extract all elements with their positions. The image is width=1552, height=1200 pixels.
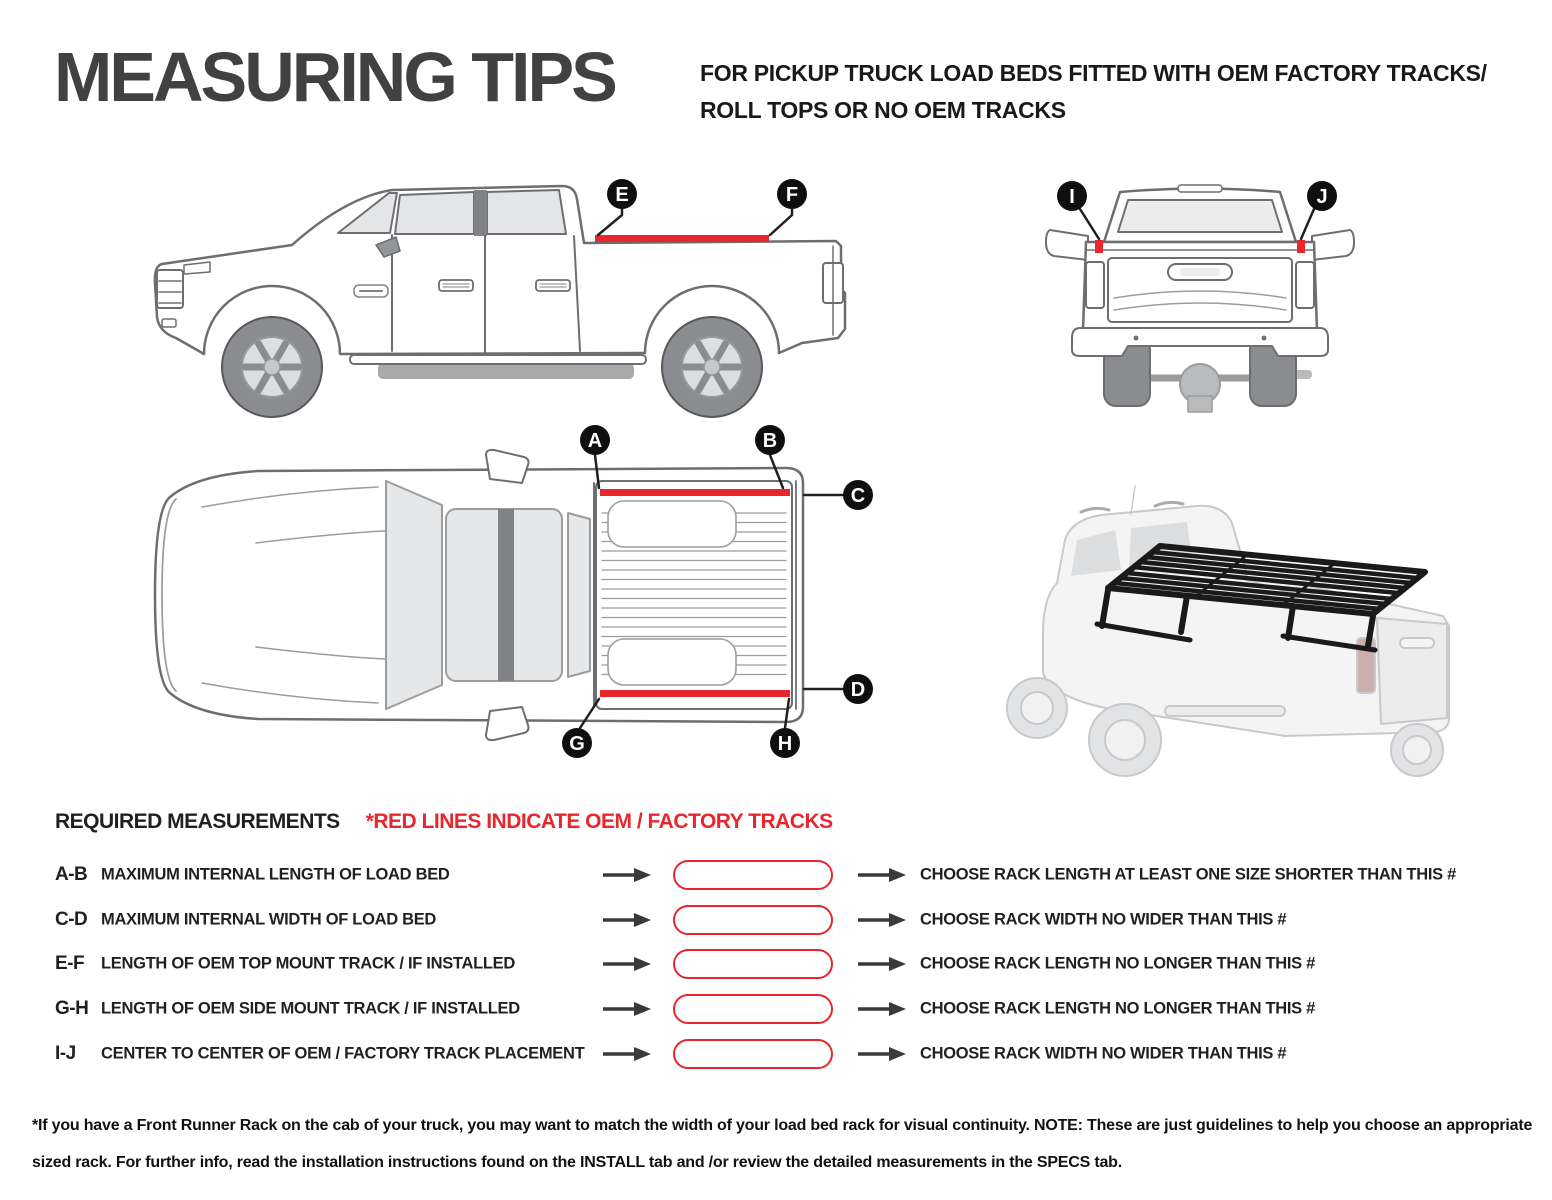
front-window: [395, 192, 474, 234]
windshield-top: [386, 481, 442, 709]
arrow-right-icon: [603, 868, 651, 882]
right-tail-light: [1296, 262, 1314, 308]
measurement-description: LENGTH OF OEM SIDE MOUNT TRACK / IF INSTALLED: [101, 999, 520, 1018]
marker-i: [1057, 181, 1087, 211]
red-lines-note: *RED LINES INDICATE OEM / FACTORY TRACKS: [365, 810, 833, 833]
oem-track-line-ab: [600, 489, 790, 496]
brake-light: [1178, 185, 1222, 192]
truck-rear-view-diagram: [1040, 170, 1360, 422]
measurement-instruction: CHOOSE RACK LENGTH NO LONGER THAN THIS #: [920, 999, 1316, 1018]
marker-c: [843, 480, 873, 510]
measurement-row-ij: [55, 1031, 1525, 1076]
marker-g: [562, 728, 592, 758]
arrow-right-icon: [858, 957, 906, 971]
right-mirror-top: [486, 707, 529, 740]
measurement-description: MAXIMUM INTERNAL WIDTH OF LOAD BED: [101, 910, 437, 929]
arrow-right-icon: [858, 913, 906, 927]
marker-b: [755, 425, 785, 455]
marker-j: [1307, 181, 1337, 211]
measurement-input[interactable]: [673, 1039, 833, 1069]
measurement-key: E-F: [55, 953, 85, 975]
subtitle-line-1: FOR PICKUP TRUCK LOAD BEDS FITTED WITH OEM FACTORY TRACKS/: [700, 60, 1487, 86]
page-subtitle: [700, 55, 1487, 129]
wheel-well-top: [608, 501, 736, 547]
arrow-right-icon: [858, 1047, 906, 1061]
marker-e: [607, 179, 637, 209]
rear-window: [1118, 200, 1282, 232]
headlight: [184, 262, 210, 274]
svg-text:D: D: [850, 679, 866, 701]
running-board: [350, 355, 646, 364]
oem-track-line-ef: [595, 235, 769, 242]
wheel-well-bottom: [608, 639, 736, 685]
measurement-input[interactable]: [673, 860, 833, 890]
measurement-row-ef: [55, 942, 1525, 987]
footnote: *If you have a Front Runner Rack on the cab of your truck, you may want to match the width of your load bed rack for visual continuity. NOTE: These are just guidelines to help you choose an appropriate sized rack. For further info, read the installation instructions found on the INSTALL tab and /or review the detailed measurements in the SPECS tab.: [32, 1117, 1533, 1171]
oem-track-mark-j: [1297, 240, 1305, 253]
left-mirror: [1046, 230, 1088, 260]
svg-text:E: E: [615, 184, 629, 206]
marker-a: [580, 425, 610, 455]
measurement-key: A-B: [55, 864, 88, 886]
underbody: [378, 363, 634, 379]
arrow-right-icon: [603, 957, 651, 971]
ghost-truck: [1007, 486, 1449, 776]
oem-track-mark-i: [1095, 240, 1103, 253]
svg-text:J: J: [1316, 186, 1328, 208]
measurement-key: I-J: [55, 1042, 76, 1064]
measurement-description: LENGTH OF OEM TOP MOUNT TRACK / IF INSTALLED: [101, 954, 515, 973]
marker-d: [843, 674, 873, 704]
truck-top-view-diagram: [140, 425, 900, 785]
rear-window-top: [568, 513, 590, 677]
measurement-key: C-D: [55, 908, 88, 930]
measurement-row-cd: [55, 898, 1525, 943]
measurement-instruction: CHOOSE RACK WIDTH NO WIDER THAN THIS #: [920, 910, 1287, 929]
front-wheel: [222, 317, 322, 417]
oem-track-line-gh: [600, 690, 790, 697]
b-pillar: [474, 190, 487, 236]
measurement-description: MAXIMUM INTERNAL LENGTH OF LOAD BED: [101, 865, 450, 884]
tow-hitch: [1188, 396, 1212, 412]
measurement-key: G-H: [55, 998, 89, 1020]
rear-wheel: [662, 317, 762, 417]
required-measurements-label: REQUIRED MEASUREMENTS: [55, 810, 340, 833]
right-mirror: [1312, 230, 1354, 260]
measurement-description: CENTER TO CENTER OF OEM / FACTORY TRACK PLACEMENT: [101, 1044, 585, 1063]
measurement-instruction: CHOOSE RACK WIDTH NO WIDER THAN THIS #: [920, 1044, 1287, 1063]
required-measurements-heading: [55, 810, 833, 834]
svg-text:F: F: [785, 184, 799, 206]
measurement-instruction: CHOOSE RACK LENGTH NO LONGER THAN THIS #: [920, 954, 1316, 973]
measurements-list: [55, 853, 1525, 1076]
arrow-right-icon: [858, 1002, 906, 1016]
measurement-row-ab: [55, 853, 1525, 898]
svg-text:A: A: [587, 430, 603, 452]
arrow-right-icon: [858, 868, 906, 882]
arrow-right-icon: [603, 1002, 651, 1016]
arrow-right-icon: [603, 1047, 651, 1061]
truck-with-rack-illustration: [985, 468, 1475, 803]
measurement-input[interactable]: [673, 949, 833, 979]
arrow-right-icon: [603, 913, 651, 927]
measurement-input[interactable]: [673, 994, 833, 1024]
marker-f: [777, 179, 807, 209]
measurement-row-gh: [55, 987, 1525, 1032]
svg-text:G: G: [569, 733, 585, 755]
svg-text:I: I: [1069, 186, 1075, 208]
left-mirror-top: [486, 450, 529, 483]
svg-text:H: H: [777, 733, 793, 755]
rear-window: [487, 190, 566, 234]
roof-crossbar: [498, 509, 514, 681]
marker-h: [770, 728, 800, 758]
page-title: MEASURING TIPS: [54, 38, 615, 116]
measurement-instruction: CHOOSE RACK LENGTH AT LEAST ONE SIZE SHORTER THAN THIS #: [920, 865, 1456, 884]
rear-bumper: [1072, 328, 1328, 356]
svg-text:B: B: [762, 430, 778, 452]
svg-text:C: C: [850, 485, 866, 507]
left-tail-light: [1086, 262, 1104, 308]
subtitle-line-2: ROLL TOPS OR NO OEM TRACKS: [700, 96, 1066, 123]
measurement-input[interactable]: [673, 905, 833, 935]
truck-side-view-diagram: [140, 173, 860, 425]
